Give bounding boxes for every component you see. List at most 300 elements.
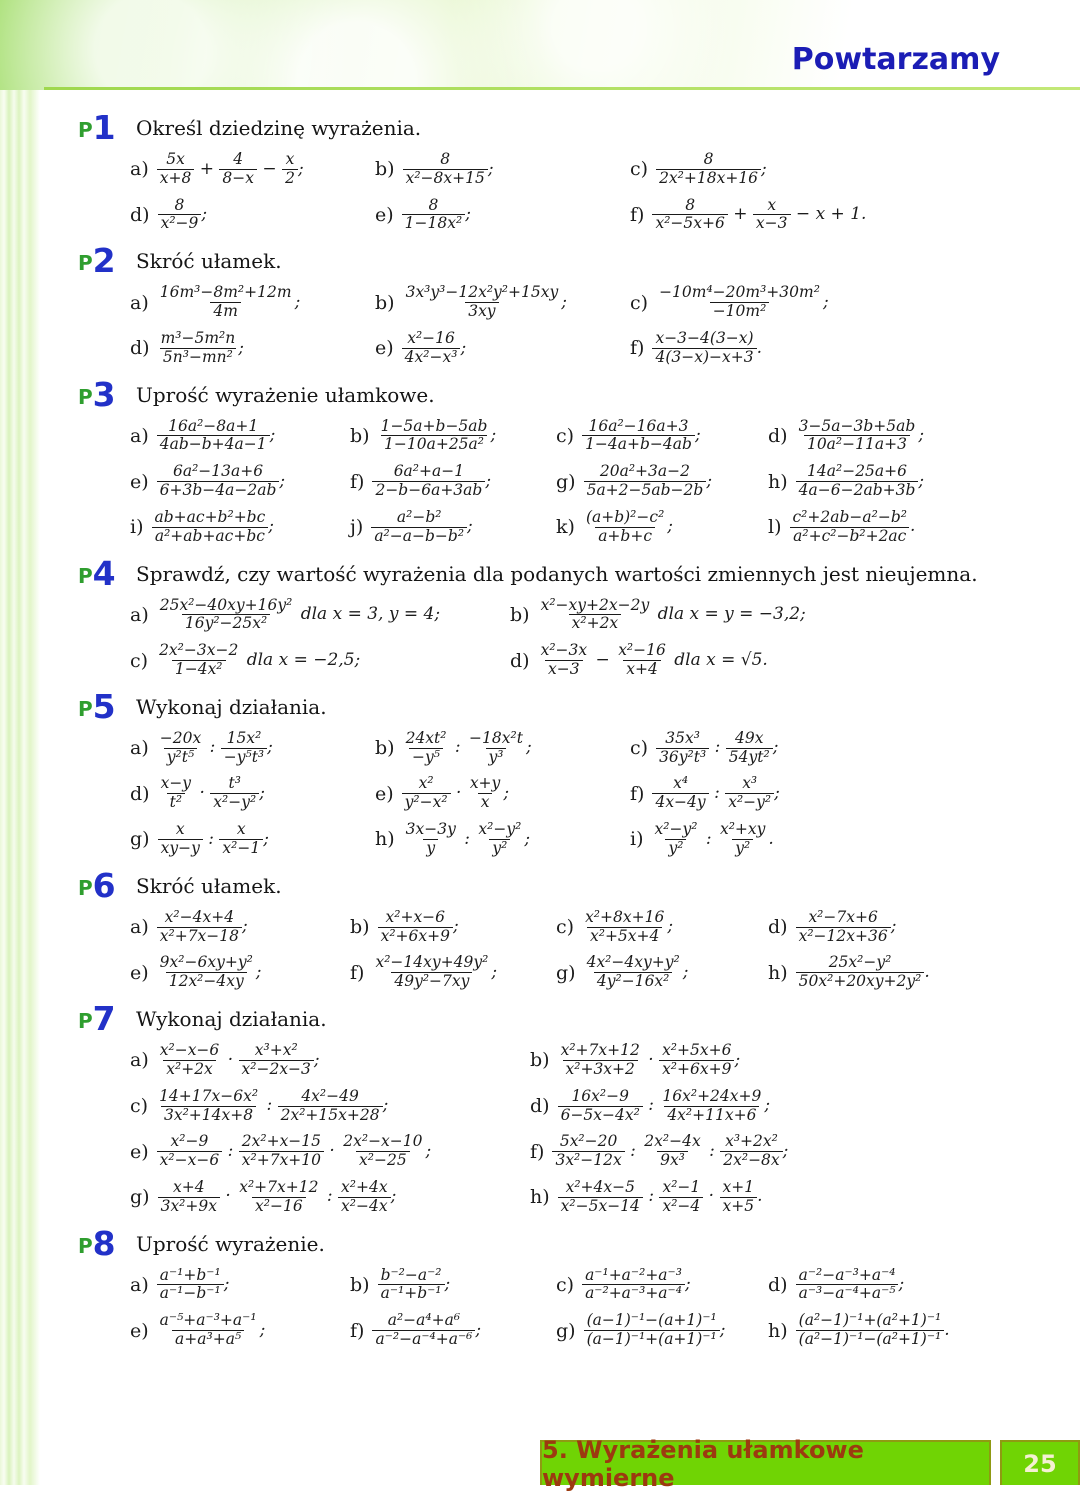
fraction-numerator: 6a²−13a+6 [172, 462, 264, 481]
fraction-denominator: y³ [486, 748, 507, 767]
fraction-numerator: 3x−3y [405, 820, 456, 839]
fraction-denominator: x²−y² [210, 793, 259, 812]
fraction-numerator: x²+xy [719, 820, 766, 839]
exercise-expression [157, 597, 440, 634]
exercise-expression [156, 642, 360, 679]
fraction [239, 1042, 314, 1079]
problem-label [78, 1223, 136, 1263]
math-text: ; [525, 737, 532, 758]
fraction-numerator: x²−x−6 [159, 1041, 220, 1060]
fraction-numerator: a⁻⁵+a⁻³+a⁻¹ [159, 1311, 257, 1330]
fraction-numerator: (a²−1)⁻¹+(a²+1)⁻¹ [798, 1311, 942, 1330]
fraction [340, 1133, 425, 1170]
exercise-item-label: d) [130, 203, 150, 226]
problem-P2 [78, 241, 1010, 366]
fraction [282, 151, 298, 188]
math-text: − [257, 158, 283, 179]
fraction-denominator: x²−8x+15 [403, 169, 488, 188]
fraction-numerator: 4x²−4xy+y² [586, 953, 680, 972]
fraction-denominator: 10a²−11a+3 [804, 435, 910, 454]
exercise-expression [403, 284, 567, 321]
fraction-denominator: 2 [282, 169, 298, 188]
problem-header [78, 374, 1010, 414]
fraction-numerator: x²−3x [540, 641, 588, 660]
exercise-item-label: g) [556, 961, 576, 984]
problem-items-grid [130, 284, 1010, 366]
exercise-expression [558, 1179, 763, 1216]
exercise-item [768, 509, 1010, 546]
math-text: : [449, 737, 467, 758]
exercise-expression [790, 509, 916, 546]
exercise-item-label: d) [768, 424, 788, 447]
problem-label-prefix: P [78, 1009, 93, 1034]
fraction [157, 954, 256, 991]
math-text: : [458, 828, 476, 849]
fraction-denominator: x²−y² [725, 793, 774, 812]
fraction-denominator: a²+ab+ac+bc [152, 527, 268, 546]
fraction-denominator: x²+7x−18 [157, 927, 242, 946]
fraction [538, 642, 591, 679]
exercise-item-label: f) [630, 337, 645, 360]
math-text: ; [772, 737, 779, 758]
fraction [583, 509, 667, 546]
problem-P1 [78, 108, 1010, 233]
exercise-item-label: h) [530, 1186, 550, 1209]
fraction-numerator: 20a²+3a−2 [599, 462, 690, 481]
fraction-denominator: 5n³−mn² [160, 348, 236, 367]
exercise-item-label: g) [130, 828, 150, 851]
math-text: ; [719, 1319, 726, 1340]
fraction-denominator: 4x²−x³ [402, 348, 461, 367]
exercise-expression [656, 730, 778, 767]
exercise-expression [796, 463, 924, 500]
exercise-item [350, 1267, 556, 1304]
fraction-numerator: x²−xy+2x−2y [540, 595, 650, 614]
math-text: : [321, 1186, 339, 1207]
fraction-numerator: x²−16 [407, 328, 455, 347]
exercise-expression [796, 418, 924, 455]
exercise-item [130, 821, 375, 858]
fraction-numerator: 5x [166, 150, 185, 169]
fraction [219, 151, 257, 188]
exercise-expression [583, 509, 673, 546]
exercise-expression [652, 821, 774, 858]
fraction [158, 197, 202, 234]
fraction-denominator: x²−4 [659, 1197, 703, 1216]
fraction-numerator: 4 [233, 150, 244, 169]
exercise-expression [157, 1312, 266, 1349]
problem-label [78, 999, 136, 1039]
problem-label-number: 6 [92, 865, 116, 905]
problem-label-prefix: P [78, 1233, 93, 1258]
exercise-item-label: j) [350, 516, 364, 539]
exercise-item [375, 330, 630, 367]
fraction [402, 330, 461, 367]
fraction-denominator: t² [167, 793, 185, 812]
exercise-item-label: g) [556, 470, 576, 493]
fraction-denominator: a²−a−b−b² [371, 527, 467, 546]
fraction-numerator: 1−5a+b−5ab [380, 416, 488, 435]
exercise-item [375, 821, 630, 858]
problem-items-grid [130, 730, 1010, 858]
fraction [152, 509, 269, 546]
problem-items-grid [130, 418, 1010, 546]
math-text: · [642, 1049, 660, 1070]
exercise-expression [558, 1088, 771, 1125]
exercise-expression [558, 1042, 741, 1079]
problem-P7 [78, 999, 1010, 1216]
problem-title: Wykonaj działania. [136, 694, 327, 719]
math-text: . [909, 516, 916, 537]
fraction-denominator: 4(3−x)−x+3 [652, 348, 756, 367]
exercise-item [630, 151, 1010, 188]
fraction-numerator: x [236, 820, 246, 839]
fraction-numerator: x [285, 150, 295, 169]
math-text: . [768, 828, 774, 849]
problem-label-prefix: P [78, 251, 93, 276]
problem-label-number: 1 [92, 108, 116, 147]
fraction [652, 821, 701, 858]
problem-label [78, 241, 136, 281]
fraction-denominator: y²t⁵ [164, 748, 197, 767]
math-text: ; [764, 1095, 771, 1116]
exercise-item [130, 642, 510, 679]
exercise-expression [538, 597, 806, 634]
fraction [641, 1133, 703, 1170]
math-text: ; [774, 783, 780, 804]
fraction-numerator: x [175, 820, 185, 839]
fraction-denominator: 4ab−b+4a−1 [157, 435, 270, 454]
fraction-denominator: x+8 [157, 169, 195, 188]
fraction [582, 1267, 685, 1304]
exercise-expression [796, 1312, 950, 1349]
fraction-numerator: −18x²t [469, 728, 523, 747]
math-text: ; [297, 158, 304, 179]
problem-label [78, 865, 136, 905]
fraction [157, 1042, 223, 1079]
fraction-denominator: a+b+c [595, 527, 655, 546]
fraction-denominator: 2x²+18x+16 [656, 169, 761, 188]
problem-label-number: 4 [92, 553, 116, 593]
fraction [157, 463, 280, 500]
math-text: ; [684, 1274, 691, 1295]
fraction-numerator: a²−a⁴+a⁶ [387, 1311, 461, 1330]
math-text: : [261, 1095, 278, 1116]
math-text: · [703, 1186, 720, 1207]
fraction-denominator: 4m [210, 302, 241, 321]
fraction-denominator: a²+c²−b²+2ac [790, 527, 909, 546]
math-text: dla x = 3, y = 4; [295, 604, 441, 625]
exercise-item-label: b) [375, 291, 395, 314]
math-text: + [194, 158, 220, 179]
exercise-item [130, 463, 350, 500]
math-text: ; [269, 425, 276, 446]
exercise-expression [156, 1088, 388, 1125]
exercise-item-label: k) [556, 516, 575, 539]
exercise-expression [378, 418, 497, 455]
fraction-numerator: 8 [685, 195, 696, 214]
fraction [659, 1088, 764, 1125]
math-text: ; [667, 916, 674, 937]
exercise-expression [403, 151, 494, 188]
exercise-item [130, 1267, 350, 1304]
math-text: ; [694, 425, 701, 446]
exercise-expression [378, 909, 459, 946]
math-text: . [944, 1319, 950, 1340]
exercise-item [375, 730, 630, 767]
math-text: ; [918, 425, 925, 446]
exercise-item [130, 1042, 530, 1079]
fraction-numerator: 14+17x−6x² [159, 1086, 259, 1105]
exercise-item-label: d) [130, 782, 150, 805]
fraction-denominator: x²−1 [219, 839, 263, 858]
exercise-expression [403, 730, 532, 767]
exercise-item-label: a) [130, 737, 149, 760]
fraction-numerator: 14a²−25a+6 [807, 462, 908, 481]
fraction [157, 418, 270, 455]
math-text: + [727, 204, 753, 225]
fraction-denominator: 1−10a+25a² [381, 435, 487, 454]
fraction [790, 509, 910, 546]
exercise-item [350, 463, 556, 500]
math-text: − x + 1. [790, 204, 867, 225]
math-text: ; [444, 1274, 451, 1295]
exercise-item-label: b) [350, 424, 370, 447]
fraction-numerator: 16m³−8m²+12m [159, 283, 292, 302]
fraction-numerator: 49x [734, 728, 764, 747]
exercise-item-label: g) [130, 1186, 150, 1209]
fraction [796, 909, 891, 946]
fraction [725, 775, 774, 812]
fraction-denominator: −10m² [710, 302, 770, 321]
fraction-numerator: x [767, 195, 777, 214]
fraction-denominator: x+4 [623, 660, 661, 679]
exercise-expression [158, 821, 269, 858]
fraction-numerator: 2x²−4x [644, 1132, 701, 1151]
fraction-numerator: 35x³ [665, 728, 700, 747]
fraction [378, 418, 491, 455]
exercise-item-label: h) [768, 1319, 788, 1342]
problem-label-number: 8 [92, 1223, 116, 1263]
fraction [720, 1179, 758, 1216]
fraction [157, 1133, 223, 1170]
fraction [403, 730, 450, 767]
math-text: ; [822, 291, 829, 312]
fraction-denominator: x²−16 [252, 1197, 306, 1216]
problems-area [78, 108, 1010, 1363]
problem-P6 [78, 865, 1010, 991]
fraction-numerator: x⁴ [673, 774, 689, 793]
exercise-item-label: f) [350, 1319, 365, 1342]
exercise-expression [157, 151, 304, 188]
exercise-expression [372, 463, 491, 500]
fraction-denominator: x²+2x [163, 1060, 216, 1079]
fraction-denominator: 1−18x² [402, 214, 466, 233]
math-text: ; [294, 291, 301, 312]
fraction [156, 642, 241, 679]
fraction [538, 597, 653, 634]
exercise-item [510, 642, 1010, 679]
fraction-numerator: x−3−4(3−x) [655, 328, 754, 347]
fraction-denominator: 3xy [465, 302, 498, 321]
math-text: ; [485, 470, 492, 491]
fraction-numerator: 16x²−9 [571, 1086, 629, 1105]
problem-label-number: 5 [92, 686, 116, 726]
fraction-numerator: (a+b)²−c² [585, 507, 665, 526]
problem-label-prefix: P [78, 118, 93, 143]
fraction-numerator: 6a²+a−1 [393, 462, 465, 481]
math-text: ; [259, 783, 265, 804]
exercise-item [130, 330, 375, 367]
fraction-numerator: b⁻²−a⁻² [380, 1265, 442, 1284]
exercise-item-label: i) [630, 828, 644, 851]
fraction [584, 1312, 720, 1349]
fraction [796, 463, 919, 500]
exercise-expression [157, 1042, 320, 1079]
math-text: . [757, 1186, 763, 1207]
fraction [157, 730, 204, 767]
exercise-item-label: c) [556, 916, 575, 939]
fraction-numerator: x³+2x² [725, 1132, 778, 1151]
exercise-item [556, 909, 768, 946]
math-text: : [624, 1140, 642, 1161]
exercise-item-label: a) [130, 603, 149, 626]
fraction-numerator: x²−9 [170, 1132, 209, 1151]
exercise-item-label: c) [630, 291, 649, 314]
fraction-denominator: 6−5x−4x² [558, 1106, 643, 1125]
fraction [552, 1133, 624, 1170]
math-text: − [590, 649, 616, 670]
fraction-numerator: x²+7x+12 [560, 1041, 640, 1060]
fraction-numerator: x+y [469, 774, 501, 793]
fraction-denominator: 3x²+9x [158, 1197, 220, 1216]
fraction-denominator: 4x²+11x+6 [664, 1106, 759, 1125]
math-text: dla x = −2,5; [241, 649, 361, 670]
exercise-item [350, 909, 556, 946]
exercise-item [768, 1312, 1010, 1349]
exercise-item-label: e) [375, 337, 394, 360]
fraction [796, 1267, 899, 1304]
fraction-denominator: 3x²+14x+8 [161, 1106, 256, 1125]
math-text: ; [223, 1274, 230, 1295]
math-text: ; [460, 337, 467, 358]
exercise-item-label: g) [556, 1319, 576, 1342]
math-text: ; [201, 204, 208, 225]
fraction-numerator: x+1 [722, 1177, 755, 1196]
exercise-expression [796, 909, 897, 946]
fraction [239, 1133, 324, 1170]
math-text: ; [475, 1319, 482, 1340]
exercise-item-label: c) [556, 424, 575, 447]
fraction-denominator: 16y²−25x² [182, 614, 270, 633]
fraction-denominator: x [478, 793, 493, 812]
fraction [615, 642, 669, 679]
problem-label-number: 3 [92, 374, 116, 414]
fraction-denominator: 4y²−16x² [594, 972, 673, 991]
exercise-item-label: f) [530, 1140, 545, 1163]
fraction-denominator: 4x−4y [652, 793, 708, 812]
problem-items-grid [130, 151, 1010, 233]
exercise-item-label: a) [130, 916, 149, 939]
fraction-denominator: 1−4x² [172, 660, 226, 679]
fraction-numerator: 3−5a−3b+5ab [798, 416, 916, 435]
fraction-numerator: x²+x−6 [385, 907, 446, 926]
problem-P4 [78, 553, 1010, 679]
exercise-expression [652, 330, 762, 367]
exercise-item [556, 418, 768, 455]
math-text: ; [761, 158, 767, 179]
exercise-expression [157, 954, 262, 991]
problem-label [78, 374, 136, 414]
exercise-item [375, 775, 630, 812]
exercise-item-label: b) [350, 916, 370, 939]
problem-label-prefix: P [78, 563, 93, 588]
math-text: ; [467, 516, 473, 537]
exercise-expression [402, 330, 467, 367]
math-text: ; [503, 783, 510, 804]
exercise-item-label: a) [130, 424, 149, 447]
math-text: ; [682, 961, 689, 982]
problem-header [78, 999, 1010, 1039]
exercise-item-label: e) [375, 782, 394, 805]
fraction-denominator: 54yt² [726, 748, 773, 767]
fraction-denominator: y²−x² [402, 793, 451, 812]
problem-label [78, 108, 136, 147]
fraction-denominator: x²+7x+10 [239, 1151, 324, 1170]
math-text: ; [561, 291, 567, 312]
fraction-denominator: xy−y [158, 839, 203, 858]
fraction-denominator: x²−5x−14 [558, 1197, 643, 1216]
fraction [371, 509, 467, 546]
fraction-numerator: c²+2ab−a²−b² [792, 507, 907, 526]
exercise-item-label: b) [375, 737, 395, 760]
fraction-numerator: 2x²−3x−2 [159, 641, 239, 660]
exercise-item [768, 909, 1010, 946]
problem-P3 [78, 374, 1010, 546]
page-header [0, 0, 1080, 90]
fraction-numerator: x−y [160, 774, 192, 793]
fraction-denominator: x²−4x [338, 1197, 391, 1216]
fraction-numerator: x² [418, 774, 434, 793]
exercise-item [556, 1267, 768, 1304]
math-text: · [222, 1049, 239, 1070]
math-text: : [709, 737, 726, 758]
fraction-denominator: x²+2x [569, 614, 622, 633]
fraction-denominator: 3x²−12x [552, 1151, 624, 1170]
exercise-expression [372, 1312, 481, 1349]
exercise-item-label: i) [130, 516, 144, 539]
fraction-numerator: 16a²−8a+1 [168, 416, 259, 435]
fraction-numerator: 25x²−40xy+16y² [159, 595, 293, 614]
exercise-expression [582, 909, 673, 946]
fraction [158, 330, 239, 367]
fraction-denominator: a⁻³−a⁻⁴+a⁻⁵ [796, 1284, 899, 1303]
math-text: ; [382, 1095, 389, 1116]
exercise-item-label: c) [556, 1273, 575, 1296]
exercise-item [375, 197, 630, 234]
exercise-expression [158, 1179, 397, 1216]
math-text: ; [487, 158, 494, 179]
math-text: : [642, 1095, 660, 1116]
exercise-item [350, 954, 556, 991]
exercise-item-label: a) [130, 1049, 149, 1072]
fraction [158, 1179, 220, 1216]
math-text: ; [279, 470, 286, 491]
exercise-item [768, 463, 1010, 500]
fraction-denominator: (a−1)⁻¹+(a+1)⁻¹ [584, 1330, 720, 1349]
math-text: ; [263, 828, 269, 849]
fraction-denominator: 2x²+15x+28 [278, 1106, 383, 1125]
